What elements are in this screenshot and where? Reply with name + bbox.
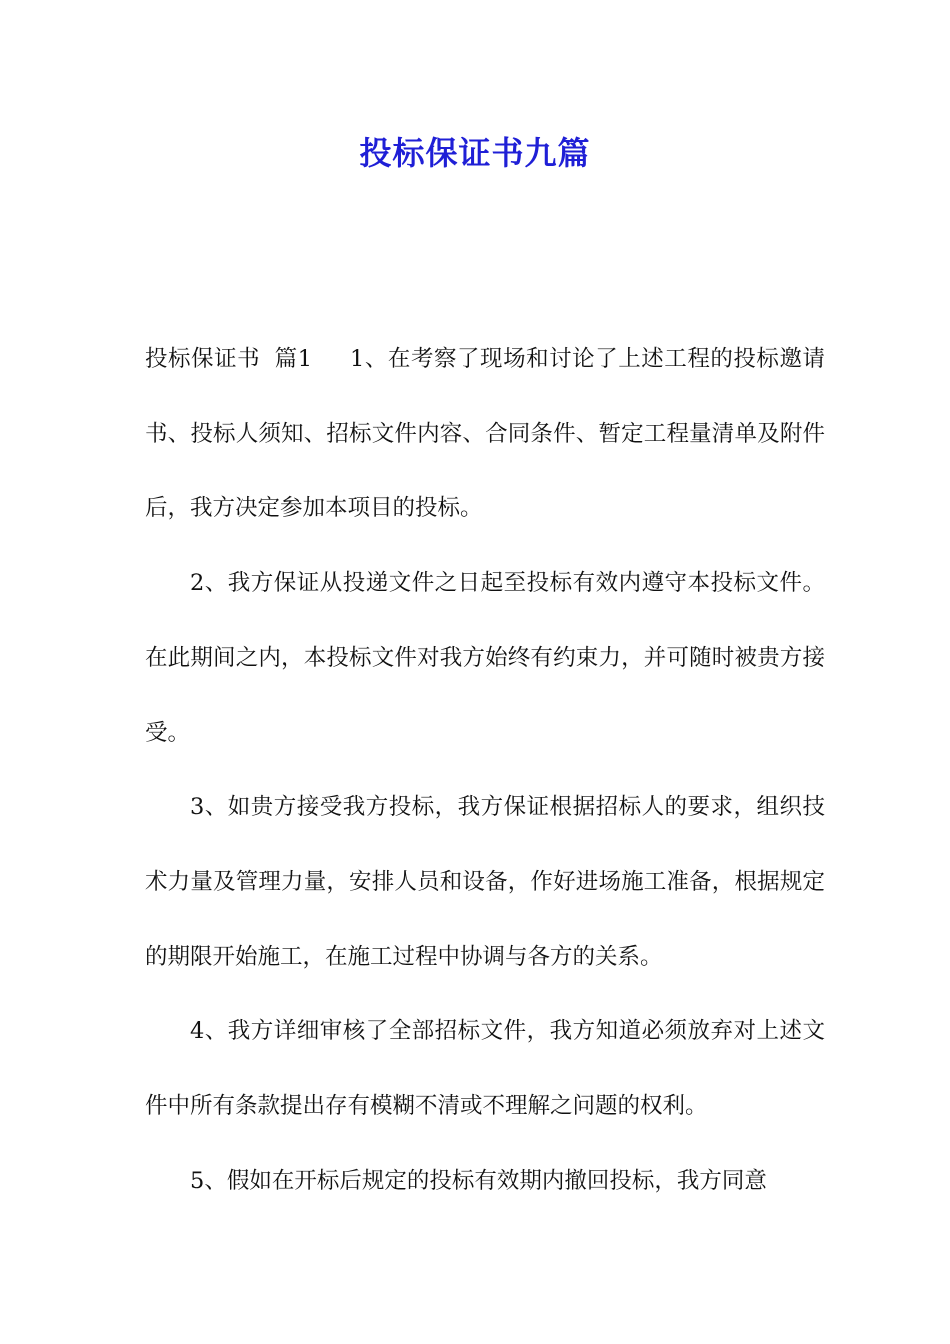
paragraph-2: 2、我方保证从投递文件之日起至投标有效内遵守本投标文件。在此期间之内，本投标文件对我方始终有约束力，并可随时被贵方接受。: [145, 570, 825, 746]
paragraph-3: 3、如贵方接受我方投标，我方保证根据招标人的要求，组织技术力量及管理力量，安排人员和设备，作好进场施工准备，根据规定的期限开始施工，在施工过程中协调与各方的关系。: [145, 794, 825, 970]
paragraph-1: [145, 322, 825, 546]
document-body: [145, 322, 825, 1218]
section-number: 篇1: [274, 346, 313, 372]
paragraph-text: 1、在考察了现场和讨论了上述工程的投标邀请书、投标人须知、招标文件内容、合同条件、暂定工程量清单及附件后，我方决定参加本项目的投标。: [145, 346, 825, 522]
section-label: 投标保证书: [145, 346, 261, 372]
paragraph-4: 4、我方详细审核了全部招标文件，我方知道必须放弃对上述文件中所有条款提出存有模糊不清或不理解之问题的权利。: [145, 1018, 825, 1120]
paragraph-5: 5、假如在开标后规定的投标有效期内撤回投标，我方同意: [190, 1167, 767, 1194]
document-title: 投标保证书九篇: [359, 134, 591, 172]
